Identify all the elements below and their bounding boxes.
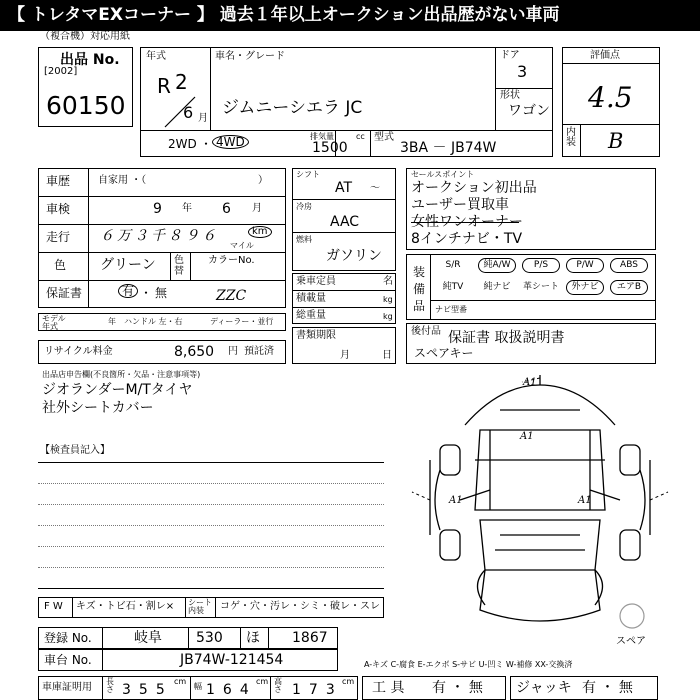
- aircon-label: 冷房: [296, 202, 312, 211]
- inspection-year-unit: 年: [182, 203, 192, 214]
- history-label: 車歴: [46, 174, 71, 188]
- model-label: 車名・グレード: [215, 51, 285, 62]
- lot-number: 60150: [46, 91, 126, 120]
- history-close: ）: [258, 175, 268, 186]
- displacement-value: 1500: [312, 140, 348, 156]
- aircon-value: AAC: [330, 214, 360, 230]
- cert-height: 173: [292, 682, 343, 698]
- cert-width-unit: cm: [256, 677, 269, 686]
- equipment-label: 装備品: [413, 265, 426, 313]
- banner-title: 【 トレタマEXコーナー 】 過去１年以上オークション出品歴がない車両: [8, 5, 560, 25]
- capacity-label: 乗車定員: [296, 276, 336, 287]
- color-label: 色: [54, 258, 67, 272]
- equip-leather: 革シート: [522, 282, 559, 292]
- cert-width: 164: [206, 682, 257, 698]
- fw-text: キズ・トビ石・割レ×: [76, 601, 175, 612]
- document-expiry-label: 書類期限: [296, 330, 336, 341]
- color-change: 色替: [174, 255, 184, 277]
- model-type-dealer: ディーラー・並行: [210, 317, 274, 326]
- year-label: 年式: [146, 51, 166, 62]
- note-line-1: ジオランダーM/Tタイヤ: [42, 382, 193, 398]
- equip-sr: S/R: [445, 260, 461, 270]
- warranty-sep: ・: [140, 286, 153, 300]
- model-type-handle: 年: [108, 317, 116, 326]
- accessories-line2: スペアキー: [414, 346, 474, 360]
- color-code-label: カラーNo.: [208, 255, 255, 266]
- year-month: 6: [183, 103, 194, 122]
- equip-power-steering: P/S: [522, 258, 560, 273]
- damage-mark-top: A1: [523, 377, 537, 388]
- sales-point-3: 女性ワンオーナー: [411, 214, 523, 230]
- type-value: 3BA － JB74W: [400, 140, 497, 156]
- inspection-month-unit: 月: [252, 203, 262, 214]
- capacity-unit: 名: [383, 276, 393, 287]
- warranty-no: 無: [155, 286, 168, 300]
- shape-label: 形状: [500, 90, 520, 101]
- weight-label: 総重量: [296, 310, 326, 321]
- equip-abs: ABS: [610, 258, 648, 273]
- weight-unit: kg: [383, 312, 393, 321]
- equip-navi: 純ナビ: [483, 282, 511, 292]
- accessories-line1: 保証書 取扱説明書: [448, 330, 565, 346]
- registration-place: 岐阜: [134, 630, 162, 646]
- chassis-value: JB74W-121454: [180, 652, 284, 668]
- model-type-label: モデル年式: [42, 314, 66, 331]
- damage-legend: A-キズ C-腐食 E-エクボ S-サビ U-凹ミ W-補修 XX-交換済: [364, 660, 573, 669]
- registration-label: 登録 No.: [44, 631, 92, 645]
- drive-sep: ・: [200, 137, 213, 151]
- score-label: 評価点: [590, 50, 620, 61]
- fuel-value: ガソリン: [326, 248, 382, 264]
- fuel-label: 燃料: [296, 235, 312, 244]
- shift-mark: ～: [370, 183, 380, 194]
- load-label: 積載量: [296, 293, 326, 304]
- inspection-year: 9: [153, 201, 162, 217]
- tools-value: 有 ・ 無: [432, 680, 483, 696]
- fw-spot-text: コゲ・穴・汚レ・シミ・破レ・スレ: [220, 601, 380, 612]
- model-name: ジムニーシエラ JC: [222, 98, 363, 118]
- equip-ext-navi: 外ナビ: [566, 280, 604, 295]
- displacement-label: 排気量: [310, 132, 334, 141]
- registration-number: 1867: [292, 630, 328, 646]
- recycle-unit: 円: [228, 346, 238, 357]
- sales-point-2: ユーザー買取車: [411, 197, 509, 213]
- equip-power-window: P/W: [566, 258, 604, 273]
- registration-class: 530: [196, 630, 223, 646]
- inspector-label: 【検査員記入】: [40, 445, 110, 456]
- equip-alloy-wheel: 純A/W: [478, 258, 516, 273]
- cert-length-unit: cm: [174, 677, 187, 686]
- damage-mark-left: A1: [449, 495, 463, 506]
- load-unit: kg: [383, 295, 393, 304]
- equip-tv: 純TV: [442, 282, 464, 292]
- spare-label: スペア: [616, 636, 646, 647]
- drive-4wd: 4WD: [212, 135, 249, 149]
- history-value: 自家用 ・（: [98, 175, 147, 186]
- damage-mark-front: A1: [520, 431, 534, 442]
- recycle-deposit: 預託済: [244, 346, 274, 357]
- inspection-month: 6: [222, 201, 231, 217]
- cert-height-label: 高さ: [274, 677, 282, 694]
- displacement-unit: cc: [356, 132, 365, 141]
- navi-model-label: ナビ型番: [435, 305, 467, 314]
- note-line-2: 社外シートカバー: [42, 400, 154, 416]
- notes-label: 出品店申告欄(不良箇所・欠品・注意事項等): [42, 370, 201, 379]
- lot-label: 出品 No.: [60, 52, 120, 68]
- year-era: R: [157, 74, 171, 98]
- year-value: 2: [175, 70, 188, 94]
- cert-height-unit: cm: [342, 677, 355, 686]
- interior-value: B: [608, 129, 624, 153]
- chassis-label: 車台 No.: [44, 653, 92, 667]
- warranty-yes: 有: [118, 284, 138, 298]
- registration-kana: ほ: [246, 630, 260, 646]
- model-type-steering: ハンドル 左・右: [124, 317, 183, 326]
- inspection-label: 車検: [46, 202, 71, 216]
- lot-year-stamp: [2002]: [44, 66, 78, 77]
- shape-value: ワゴン: [508, 103, 550, 119]
- color-value: グリーン: [100, 257, 156, 273]
- equip-airbag: エアB: [610, 280, 648, 295]
- tools-label: 工 具: [372, 680, 405, 696]
- warranty-code: ZZC: [216, 288, 247, 304]
- mileage-label: 走行: [46, 230, 71, 244]
- fw-spot-label: シート内装: [188, 598, 212, 615]
- fw-label: F W: [44, 601, 63, 612]
- document-expiry-month: 月: [340, 350, 350, 361]
- jack-label: ジャッキ: [516, 680, 572, 696]
- recycle-label: リサイクル料金: [44, 346, 113, 357]
- shift-label: シフト: [296, 170, 320, 179]
- recycle-value: 8,650: [174, 344, 215, 360]
- doors-label: ドア: [500, 50, 520, 61]
- sheet-subtitle: （複合機）対応用紙: [40, 31, 130, 42]
- sales-point-1: オークション初出品: [411, 180, 537, 196]
- sales-points-label: セールスポイント: [411, 170, 475, 179]
- mileage-unit2: マイル: [230, 241, 254, 250]
- year-month-unit: 月: [198, 113, 208, 124]
- spare-tire-icon: [618, 602, 646, 630]
- document-expiry-day: 日: [382, 350, 392, 361]
- drive-2wd: 2WD: [168, 137, 197, 151]
- accessories-label: 後付品: [411, 326, 441, 337]
- sales-point-4: 8インチナビ・TV: [411, 231, 523, 247]
- doors-value: 3: [517, 62, 528, 81]
- cert-length-label: 長さ: [106, 677, 114, 694]
- mileage-value: ６万３千８９６: [100, 228, 219, 244]
- warranty-label: 保証書: [46, 286, 83, 300]
- score-value: 4.5: [588, 81, 633, 114]
- cert-width-label: 幅: [194, 682, 202, 691]
- cert-label: 車庫証明用: [42, 682, 92, 693]
- type-label: 型式: [374, 132, 394, 143]
- mileage-unit: km: [248, 226, 272, 238]
- interior-label: 内装: [566, 127, 576, 148]
- jack-value: 有 ・ 無: [582, 680, 633, 696]
- cert-length: 355: [122, 682, 173, 698]
- shift-value: AT: [335, 180, 353, 196]
- damage-mark-right: A1: [578, 495, 592, 506]
